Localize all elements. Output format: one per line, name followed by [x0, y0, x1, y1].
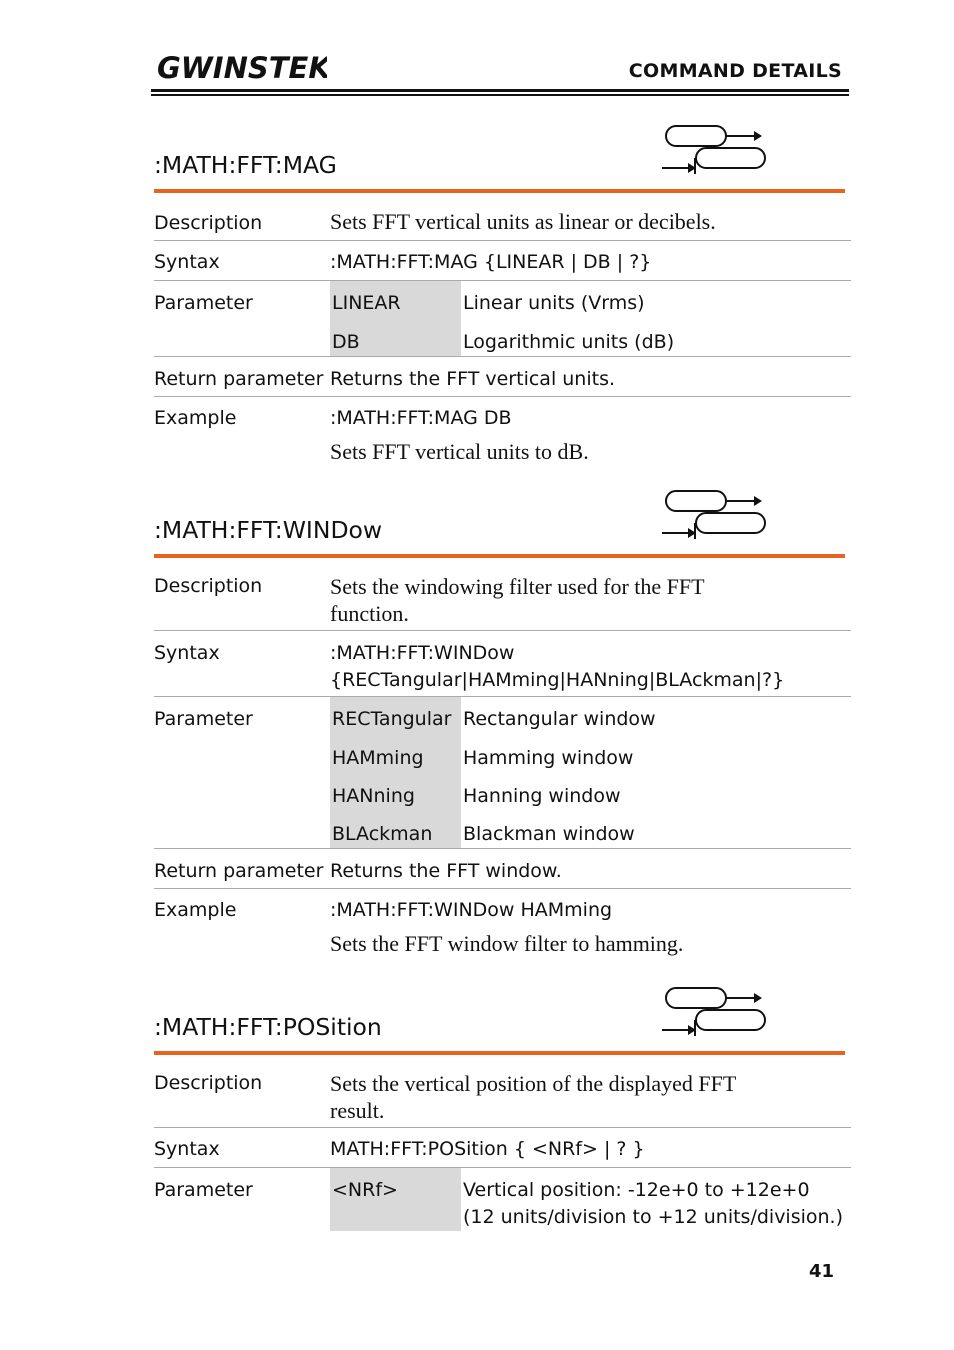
parameter-row — [154, 811, 851, 849]
parameter-key: HAMming — [330, 735, 461, 773]
set-command-icon — [666, 988, 762, 1008]
example-desc-row — [154, 432, 851, 465]
example-label: Example — [154, 899, 237, 921]
parameter-desc-line: Vertical position: -12e+0 to +12e+0 — [463, 1179, 810, 1201]
query-command-icon — [662, 148, 765, 174]
parameter-row — [154, 735, 851, 773]
section-rule — [154, 1051, 845, 1055]
example-desc-row — [154, 924, 851, 957]
description-text: Sets FFT vertical units as linear or decibels. — [330, 209, 716, 234]
parameter-desc: Hamming window — [463, 747, 634, 769]
example-description: Sets the FFT window filter to hamming. — [330, 931, 684, 956]
command-title: :MATH:FFT:POSition — [154, 1013, 382, 1041]
header-rule-thick — [151, 89, 849, 92]
section-rule — [154, 554, 845, 558]
parameter-desc: Linear units (Vrms) — [463, 292, 645, 314]
query-command-icon — [662, 1010, 765, 1036]
header-section-title: COMMAND DETAILS — [628, 60, 842, 82]
example-command: :MATH:FFT:WINDow HAMming — [330, 899, 613, 921]
parameter-label: Parameter — [154, 708, 253, 730]
parameter-key: DB — [330, 319, 461, 357]
description-row — [154, 1068, 851, 1128]
parameter-desc: Rectangular window — [463, 708, 656, 730]
syntax-label: Syntax — [154, 251, 220, 273]
syntax-text: MATH:FFT:POSition { <NRf> | ? } — [330, 1138, 645, 1160]
section-rule — [154, 189, 845, 193]
description-label: Description — [154, 212, 263, 234]
command-title: :MATH:FFT:MAG — [154, 151, 337, 179]
description-line: result. — [330, 1098, 385, 1123]
syntax-text: :MATH:FFT:MAG {LINEAR | DB | ?} — [330, 251, 652, 273]
return-text: Returns the FFT window. — [330, 860, 562, 882]
return-label: Return parameter — [154, 368, 324, 390]
set-query-icon — [662, 122, 772, 174]
example-description: Sets FFT vertical units to dB. — [330, 439, 589, 464]
description-line: function. — [330, 601, 409, 626]
syntax-text — [330, 631, 851, 697]
gwinstek-logo — [157, 52, 327, 82]
parameter-desc: Logarithmic units (dB) — [463, 331, 675, 353]
command-table — [154, 1068, 851, 1231]
parameter-key: RECTangular — [330, 697, 461, 736]
return-text: Returns the FFT vertical units. — [330, 368, 616, 390]
parameter-desc — [461, 1168, 851, 1232]
example-row — [154, 397, 851, 433]
return-label: Return parameter — [154, 860, 324, 882]
example-row — [154, 889, 851, 925]
parameter-label: Parameter — [154, 292, 253, 314]
syntax-line: {RECTangular|HAMming|HANning|BLAckman|?} — [330, 669, 785, 691]
parameter-key: BLAckman — [330, 811, 461, 849]
header-rule-thin — [151, 94, 849, 96]
parameter-row — [154, 319, 851, 357]
syntax-row — [154, 241, 851, 281]
example-command: :MATH:FFT:MAG DB — [330, 407, 512, 429]
description-line: Sets the windowing filter used for the FFT — [330, 574, 705, 599]
command-table — [154, 206, 851, 465]
parameter-row — [154, 697, 851, 736]
parameter-desc-line: (12 units/division to +12 units/division.) — [463, 1206, 844, 1228]
description-label: Description — [154, 575, 263, 597]
set-command-icon — [666, 126, 762, 146]
parameter-key: HANning — [330, 773, 461, 811]
command-table — [154, 571, 851, 957]
set-query-icon — [662, 984, 772, 1036]
syntax-row — [154, 631, 851, 697]
syntax-row — [154, 1128, 851, 1168]
set-query-icon — [662, 487, 772, 539]
return-row — [154, 357, 851, 397]
parameter-row — [154, 1168, 851, 1232]
description-row — [154, 206, 851, 241]
set-command-icon — [666, 491, 762, 511]
company-logo — [157, 52, 327, 87]
description-text — [330, 1068, 851, 1128]
page-number: 41 — [808, 1261, 834, 1282]
return-row — [154, 849, 851, 889]
parameter-row — [154, 281, 851, 320]
command-title: :MATH:FFT:WINDow — [154, 516, 383, 544]
logo-text: GWINSTEK — [157, 52, 327, 82]
syntax-label: Syntax — [154, 1138, 220, 1160]
description-text — [330, 571, 851, 631]
parameter-label: Parameter — [154, 1179, 253, 1201]
description-row — [154, 571, 851, 631]
parameter-row — [154, 773, 851, 811]
parameter-key: LINEAR — [330, 281, 461, 320]
parameter-desc: Hanning window — [463, 785, 621, 807]
syntax-line: :MATH:FFT:WINDow — [330, 642, 515, 664]
parameter-key: <NRf> — [330, 1168, 461, 1232]
description-label: Description — [154, 1072, 263, 1094]
description-line: Sets the vertical position of the displayed FFT — [330, 1071, 737, 1096]
example-label: Example — [154, 407, 237, 429]
parameter-desc: Blackman window — [463, 823, 635, 845]
syntax-label: Syntax — [154, 642, 220, 664]
query-command-icon — [662, 513, 765, 539]
